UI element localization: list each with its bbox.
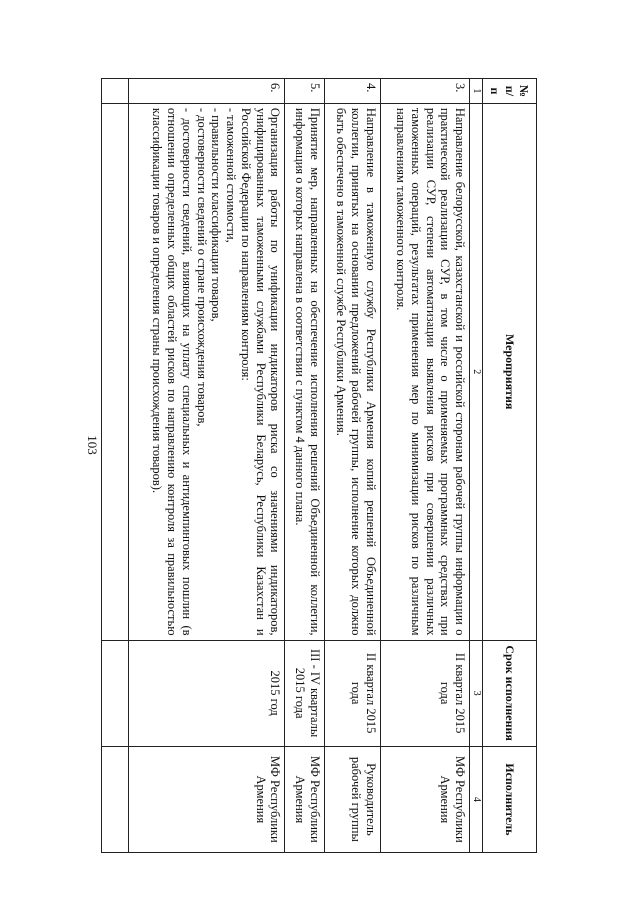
column-index: 3 xyxy=(470,640,483,746)
table-row xyxy=(129,79,286,853)
column-index: 2 xyxy=(470,103,483,640)
row-number: 4. xyxy=(324,79,380,104)
measure-intro: Организация работы по унификации индикаторов риска со значениями индикаторов, унифицированных таможенными службами Республики Беларусь, Республики Казахстан и Российской Федерации по направлениям контроля: xyxy=(239,107,283,636)
column-index: 4 xyxy=(470,746,483,852)
measure-item: - достоверности сведений, влияющих на уплату специальных и антидемпинговых пошлин (в отношении определенных общих областей рисков по направлению контроля за правильностью классификации товаров и определения страны происхождения товаров). xyxy=(150,107,194,636)
header-measure: Мероприятия xyxy=(483,103,537,640)
measure-item: - таможенной стоимости, xyxy=(224,107,239,243)
row-term: II квартал 2015 года xyxy=(324,640,380,746)
measure-item: - достоверности сведений о стране происхождения товаров, xyxy=(194,107,209,427)
empty-cell xyxy=(102,79,129,104)
header-row xyxy=(483,79,537,853)
row-measure: Принятие мер, направленных на обеспечение исполнения решений Объединенной коллегии, информация о которых направлена в соответствии с пунктом 4 данного плана. xyxy=(285,103,324,640)
row-number: 5. xyxy=(285,79,324,104)
header-num: № п/п xyxy=(483,79,537,104)
column-index: 1 xyxy=(470,79,483,104)
measures-table xyxy=(101,78,537,853)
row-measure: Направление в таможенную службу Республики Армения копий решений Объединенной коллегии, принятых на основании предложений рабочей группы, исполнение которых должно быть обеспечено в таможенной службе Республики Армения. xyxy=(324,103,380,640)
row-number: 3. xyxy=(380,79,469,104)
column-index-row xyxy=(470,79,483,853)
table-row xyxy=(285,79,324,853)
row-term: III - IV кварталы 2015 года xyxy=(285,640,324,746)
empty-cell xyxy=(102,640,129,746)
table-row xyxy=(324,79,380,853)
header-executor: Исполнитель xyxy=(483,746,537,852)
empty-row xyxy=(102,79,129,853)
empty-cell xyxy=(102,103,129,640)
measures-table-wrapper xyxy=(101,78,537,853)
table-row xyxy=(380,79,469,853)
row-number: 6. xyxy=(129,79,286,104)
row-measure: Направление белорусской, казахстанской и российской сторонам рабочей группы информации о практической реализации СУР, в том числе о применяемых программных средствах при реализации СУР, степени автоматизации выявления рисков при совершении различных таможенных операций, результатах применения мер по минимизации рисков по различным направлениям таможенного контроля. xyxy=(380,103,469,640)
row-term: II квартал 2015 года xyxy=(380,640,469,746)
page-number: 103 xyxy=(85,435,100,455)
row-executor: МФ Республики Армения xyxy=(380,746,469,852)
measure-item: - правильности классификации товаров, xyxy=(209,107,224,322)
empty-cell xyxy=(102,746,129,852)
header-term: Срок исполнения xyxy=(483,640,537,746)
row-term: 2015 год xyxy=(129,640,286,746)
row-executor: МФ Республики Армения xyxy=(285,746,324,852)
row-executor: Руководитель рабочей группы xyxy=(324,746,380,852)
row-measure xyxy=(129,103,286,640)
row-executor: МФ Республики Армения xyxy=(129,746,286,852)
